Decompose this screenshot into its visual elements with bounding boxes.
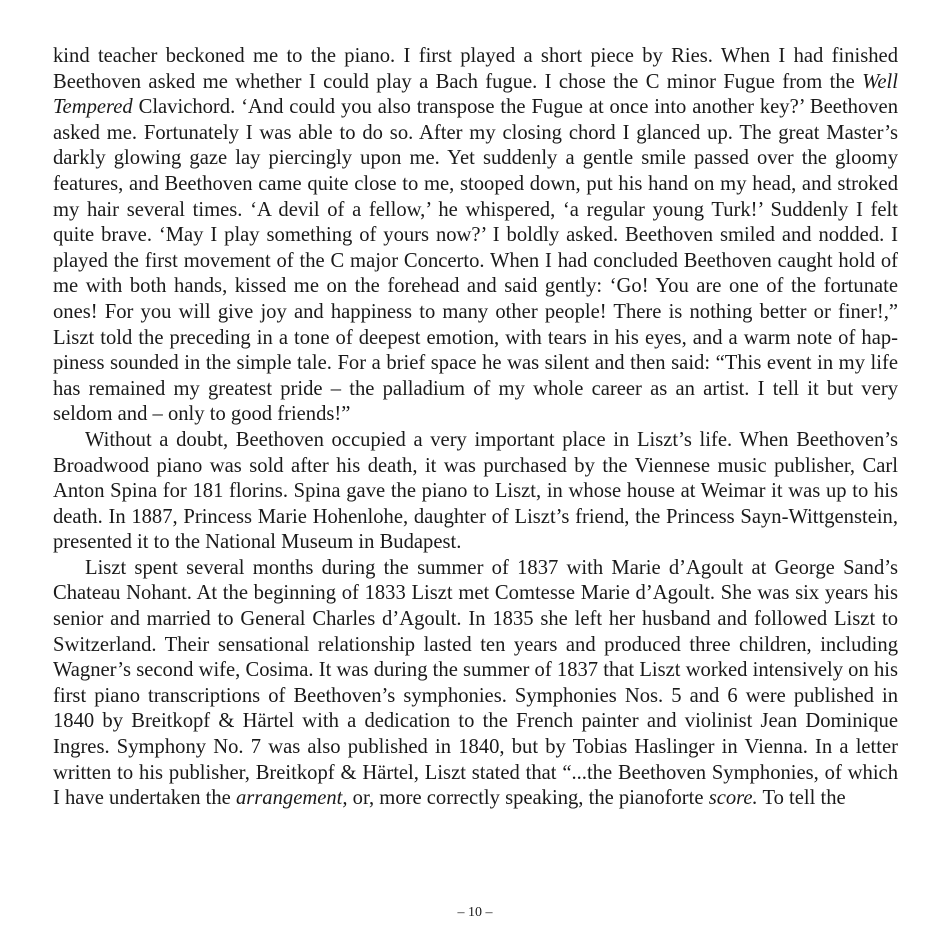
title-well-tempered: Well Tempered <box>53 70 898 119</box>
paragraph-3-text: Liszt spent several months during the summer of 1837 with Marie d’Agoult at George Sand’s Chateau Nohant. At the beginning of 1833 Liszt met Comtesse Marie d’Agoult. She was six years his senior and married to General Charles d’Agoult. In 1835 she left her husband and followed Liszt to Switzerland. Their sensational relationship lasted ten years and produced three children, including Wagner’s second wife, Cosima. It was during the summer of 1837 that Liszt worked intensively on his first piano transcriptions of Beethoven’s symphonies. Symphonies Nos. 5 and 6 were published in 1840 by Breitkopf & Härtel with a dedication to the French painter and violinist Jean Dominique Ingres. Symphony No. 7 was also published in 1840, but by Tobias Haslinger in Vienna. In a letter written to his publisher, Breitkopf & Härtel, Liszt stated that “...the Beethoven Symphonies, of which I have undertaken the <box>53 556 898 810</box>
paragraph-1-text-cont: Clavichord. ‘And could you also transpose the Fugue at once into another key?’ Beethoven asked me. Fortunately I was able to do so. After my closing chord I glanced up. The great Master’s darkly glowing gaze lay piercingly upon me. Yet suddenly a gentle smile passed over the gloomy features, and Beethoven came quite close to me, stooped down, put his hand on my head, and stroked my hair several times. ‘A devil of a fellow,’ he whispered, ‘a regular young Turk!’ Suddenly I felt quite brave. ‘May I play something of yours now?’ I boldly asked. Beethoven smiled and nodded. I played the first movement of the C major Concerto. When I had concluded Beethoven caught hold of me with both hands, kissed me on the forehead and said gently: ‘Go! You are one of the fortunate ones! For you will give joy and happiness to many other people! There is nothing better or finer!,” Liszt told the preceding in a tone of deepest emotion, with tears in his eyes, and a warm note of happiness sounded in the simple tale. For a brief space he was silent and then said: “This event in my life has remained my greatest pride – the palladium of my whole career as an artist. I tell it but very seldom and – only to good friends!” <box>53 96 898 426</box>
paragraph-2-text: Without a doubt, Beethoven occupied a very important place in Liszt’s life. When Beethoven’s Broadwood piano was sold after his death, it was purchased by the Viennese music publisher, Carl Anton Spina for 181 florins. Spina gave the piano to Liszt, in whose house at Weimar it was up to his death. In 1887, Princess Marie Hohenlohe, daughter of Liszt’s friend, the Princess Sayn-Wittgenstein, presented it to the National Museum in Budapest. <box>53 428 898 554</box>
paragraph-3 <box>53 556 898 812</box>
paragraph-3-text-end: To tell the <box>757 787 846 810</box>
paragraph-2 <box>53 428 898 556</box>
page-number: – 10 – <box>457 905 493 920</box>
emphasis-score: score. <box>708 787 758 810</box>
page-body <box>53 44 898 812</box>
paragraph-1-text: kind teacher beckoned me to the piano. I first played a short piece by Ries. When I had finished Beethoven asked me whether I could play a Bach fugue. I chose the C minor Fugue from the <box>53 45 898 93</box>
paragraph-1 <box>53 44 898 428</box>
emphasis-arrangement: arrangement, <box>235 787 348 810</box>
paragraph-3-text-cont: or, more correctly speaking, the pianoforte <box>347 787 709 810</box>
